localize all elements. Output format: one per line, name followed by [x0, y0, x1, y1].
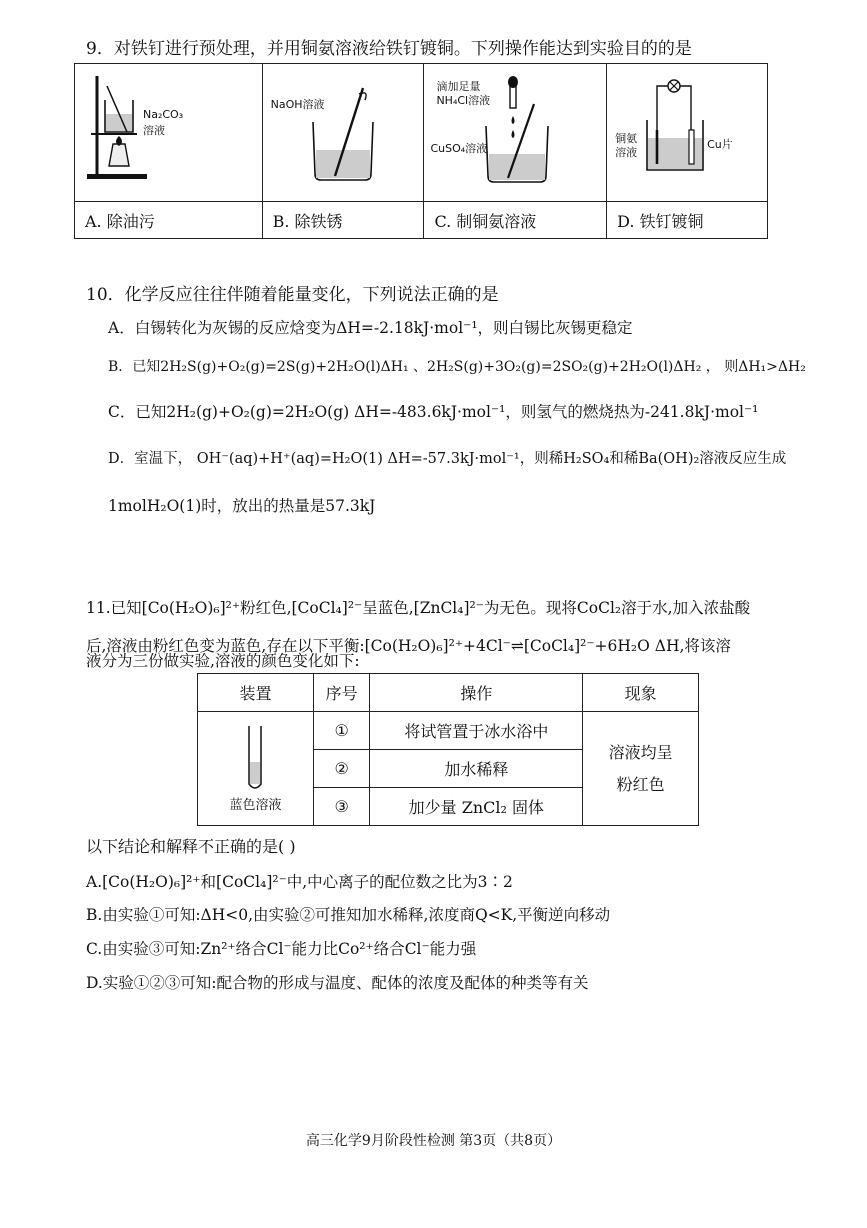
q9-figure-b-label: NaOH溶液 — [270, 98, 325, 111]
q10-option-d-line1: D．室温下， OH⁻(aq)+H⁺(aq)=H₂O(1) ΔH=-57.3kJ·mol⁻¹，则稀H₂SO₄和稀Ba(OH)₂溶液反应生成 — [108, 451, 787, 467]
test-tube-icon — [240, 724, 270, 794]
q11-option-c: C.由实验③可知:Zn²⁺络合Cl⁻能力比Co²⁺络合Cl⁻能力强 — [86, 940, 477, 958]
q10-option-d-line2: 1molH₂O(1)时，放出的热量是57.3kJ — [108, 497, 376, 515]
phenomenon-line1: 溶液均呈 — [608, 742, 673, 762]
device-cell — [198, 712, 314, 826]
q9-figure-c-label-2: NH₄Cl溶液 — [436, 94, 491, 107]
q9-figure-d-label-3: Cu片 — [707, 138, 733, 151]
row-operation: 加少量 ZnCl₂ 固体 — [370, 788, 583, 826]
q9-option-d: D. 铁钉镀铜 — [607, 202, 768, 239]
q11-stem-line2: 后,溶液由粉红色变为蓝色,存在以下平衡:[Co(H₂O)₆]²⁺+4Cl⁻⇌[CoCl₄]²⁻+6H₂O ΔH,将该溶 — [86, 637, 731, 655]
row-number: ③ — [313, 788, 369, 826]
q9-option-c: C. 制铜氨溶液 — [424, 202, 607, 239]
q10-option-a: A．白锡转化为灰锡的反应焓变为ΔH=-2.18kJ·mol⁻¹，则白锡比灰锡更稳定 — [108, 319, 633, 337]
q9-figure-a — [75, 64, 263, 202]
header-device: 装置 — [198, 674, 314, 712]
beaker-iron-nail-icon — [263, 64, 425, 201]
q10-option-c: C．已知2H₂(g)+O₂(g)=2H₂O(g) ΔH=-483.6kJ·mol⁻¹，则氢气的燃烧热为-241.8kJ·mol⁻¹ — [108, 403, 759, 421]
q9-figure-d — [607, 64, 768, 202]
q9-figure-d-label-1: 铜氨 — [615, 132, 638, 145]
page-footer: 高三化学9月阶段性检测 第3页（共8页） — [305, 1133, 562, 1149]
q10-option-b: B．已知2H₂S(g)+O₂(g)=2S(g)+2H₂O(l)ΔH₁ 、2H₂S(g)+3O₂(g)=2SO₂(g)+2H₂O(l)ΔH₂ ， 则ΔH₁>ΔH₂ — [108, 359, 806, 375]
q11-option-b: B.由实验①可知:ΔH<0,由实验②可推知加水稀释,浓度商Q<K,平衡逆向移动 — [86, 906, 611, 924]
q9-figure-c-label-3: CuSO₄溶液 — [430, 142, 488, 155]
device-label: 蓝色溶液 — [229, 798, 282, 813]
header-phenomenon: 现象 — [583, 674, 699, 712]
q9-option-a: A. 除油污 — [75, 202, 263, 239]
row-number: ② — [313, 750, 369, 788]
q9-stem: 9．对铁钉进行预处理，并用铜氨溶液给铁钉镀铜。下列操作能达到实验目的的是 — [86, 39, 692, 59]
q11-table — [197, 673, 699, 826]
q9-figure-a-label-2: 溶液 — [143, 124, 165, 137]
header-operation: 操作 — [370, 674, 583, 712]
q11-option-d: D.实验①②③可知:配合物的形成与温度、配体的浓度及配体的种类等有关 — [86, 974, 589, 992]
row-operation: 将试管置于冰水浴中 — [370, 712, 583, 750]
q9-figure-a-label-1: Na₂CO₃ — [143, 108, 184, 121]
phenomenon-cell — [583, 712, 699, 826]
q11-stem-line1: 11.已知[Co(H₂O)₆]²⁺粉红色,[CoCl₄]²⁻呈蓝色,[ZnCl₄]²⁻为无色。现将CoCl₂溶于水,加入浓盐酸 — [86, 599, 751, 617]
q9-figure-c — [424, 64, 607, 202]
q9-figure-c-label-1: 滴加足量 — [436, 80, 481, 93]
row-operation: 加水稀释 — [370, 750, 583, 788]
q9-figure-b — [262, 64, 424, 202]
q9-figure-d-label-2: 溶液 — [615, 146, 638, 159]
q10-stem: 10．化学反应往往伴随着能量变化，下列说法正确的是 — [86, 285, 499, 305]
q9-table — [74, 63, 768, 239]
q9-option-b: B. 除铁锈 — [262, 202, 424, 239]
row-number: ① — [313, 712, 369, 750]
header-number: 序号 — [313, 674, 369, 712]
beaker-heating-icon — [75, 64, 263, 201]
q11-stem-line3: 液分为三份做实验,溶液的颜色变化如下: — [86, 652, 360, 670]
q11-question: 以下结论和解释不正确的是( ) — [86, 837, 296, 856]
phenomenon-line2: 粉红色 — [616, 774, 665, 794]
q11-option-a: A.[Co(H₂O)₆]²⁺和[CoCl₄]²⁻中,中心离子的配位数之比为3∶2 — [86, 873, 513, 891]
